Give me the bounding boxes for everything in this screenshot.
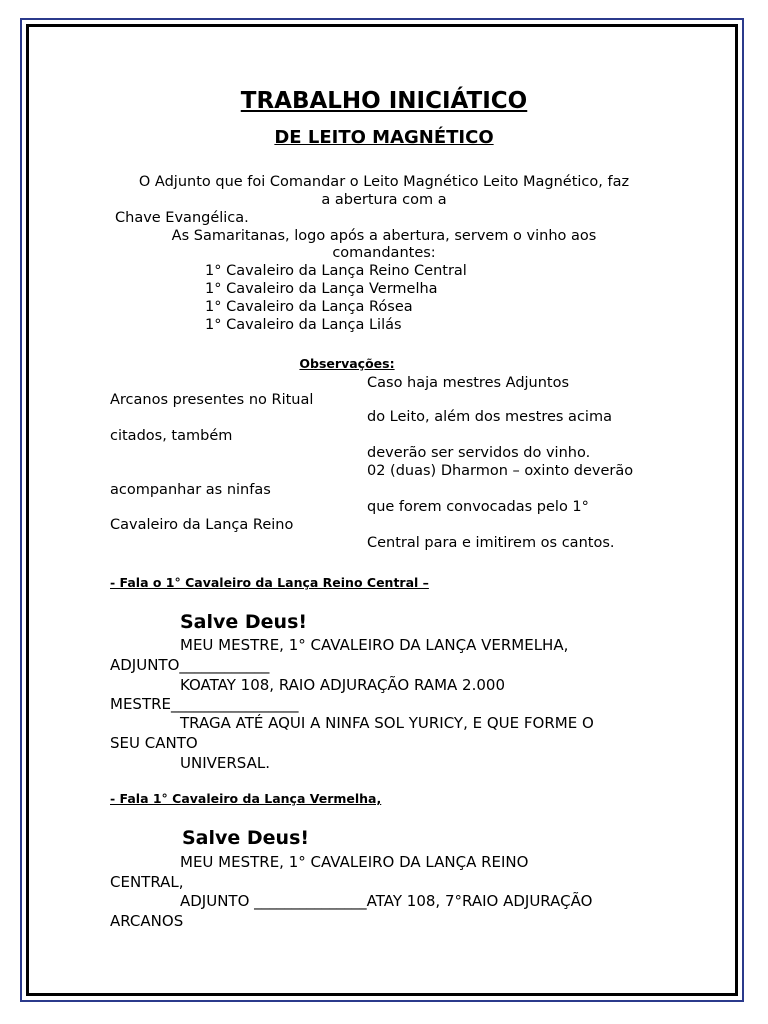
observacao-line: que forem convocadas pelo 1° [367,499,589,515]
observacao-line: do Leito, além dos mestres acima [367,409,612,425]
observacao-line: deverão ser servidos do vinho. [367,445,591,461]
observacao-line: Arcanos presentes no Ritual [110,392,314,408]
observacao-line: Central para e imitirem os cantos. [367,535,615,551]
section2-heading: - Fala 1° Cavaleiro da Lança Vermelha, [110,791,382,806]
intro-line-1: O Adjunto que foi Comandar o Leito Magnético Leito Magnético, faz [138,174,630,190]
intro-line-4: As Samaritanas, logo após a abertura, servem o vinho aos [171,228,597,244]
observacao-line: citados, também [110,428,233,444]
intro-line-2: a abertura com a [321,192,447,208]
section1-line: MEU MESTRE, 1° CAVALEIRO DA LANÇA VERMELHA, [180,636,569,654]
section1-line: SEU CANTO [110,734,198,752]
observacao-line: 02 (duas) Dharmon – oxinto deverão [367,463,634,479]
section1-line: KOATAY 108, RAIO ADJURAÇÃO RAMA 2.000 [180,676,505,694]
document-title: TRABALHO INICIÁTICO [240,88,528,114]
intro-line-3: Chave Evangélica. [115,210,249,226]
section1-line: ADJUNTO____________ [110,656,270,674]
commander-item: 1° Cavaleiro da Lança Lilás [205,317,402,333]
section2-line: ADJUNTO _______________ATAY 108, 7°RAIO ADJURAÇÃO [180,892,593,910]
document-subtitle: DE LEITO MAGNÉTICO [274,127,494,148]
commander-item: 1° Cavaleiro da Lança Rósea [205,299,413,315]
observacao-line: Cavaleiro da Lança Reino [110,517,294,533]
section2-line: CENTRAL, [110,873,184,891]
commander-item: 1° Cavaleiro da Lança Reino Central [205,263,467,279]
section1-line: MESTRE_________________ [110,695,299,713]
observacao-line: Caso haja mestres Adjuntos [367,375,570,391]
observacoes-heading: Observações: [299,356,395,371]
commander-item: 1° Cavaleiro da Lança Vermelha [205,281,438,297]
section1-heading: - Fala o 1° Cavaleiro da Lança Reino Central – [110,575,429,590]
observacao-line: acompanhar as ninfas [110,482,271,498]
intro-line-5: comandantes: [332,245,436,261]
section1-line: UNIVERSAL. [180,754,270,772]
section2-line: ARCANOS [110,912,184,930]
section2-salve: Salve Deus! [182,827,310,849]
section1-salve: Salve Deus! [180,611,308,633]
section2-line: MEU MESTRE, 1° CAVALEIRO DA LANÇA REINO [180,853,529,871]
section1-line: TRAGA ATÉ AQUI A NINFA SOL YURICY, E QUE FORME O [180,714,594,732]
